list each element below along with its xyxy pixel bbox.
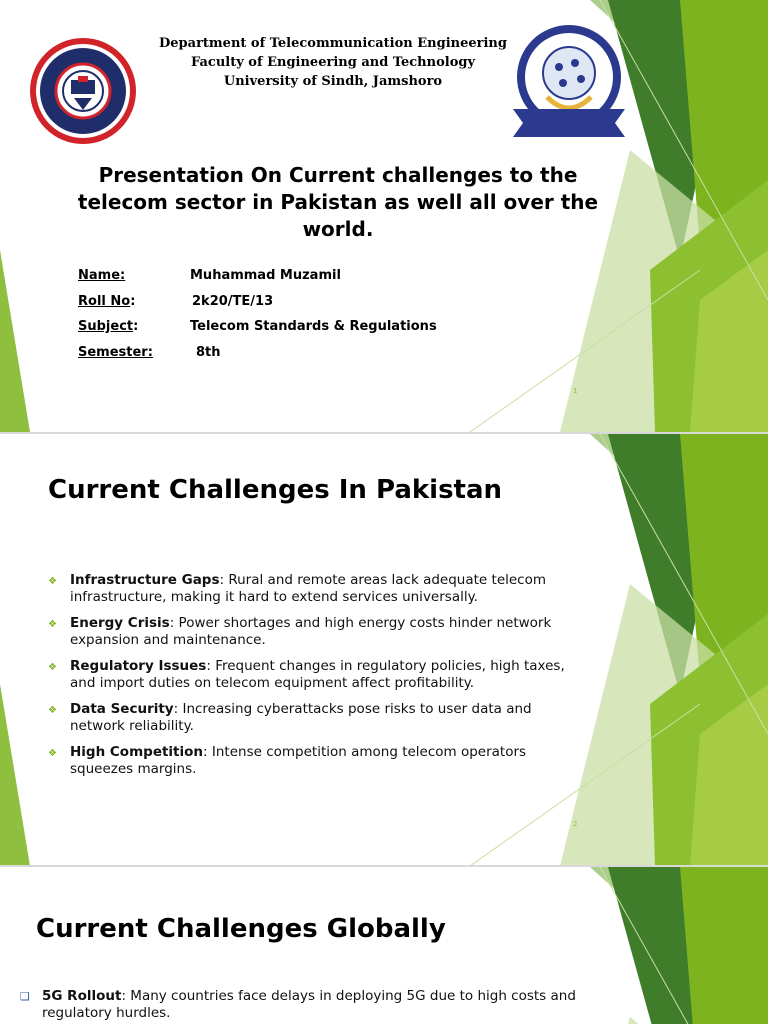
global-challenges-list	[20, 988, 620, 1022]
bullet-text: : Intense competition among telecom operators squeezes margins.	[70, 744, 527, 777]
bullet-term: Data Security	[70, 701, 174, 717]
list-item	[48, 701, 578, 735]
department-logo	[503, 23, 635, 141]
faculty-line: Faculty of Engineering and Technology	[190, 55, 476, 70]
global-challenges-title: Current Challenges Globally	[36, 914, 446, 944]
list-item	[48, 615, 578, 649]
bullet-text: : Rural and remote areas lack adequate telecom infrastructure, making it hard to extend services universally.	[70, 572, 547, 605]
university-line: University of Sindh, Jamshoro	[223, 74, 443, 89]
faculty-seal-icon	[28, 36, 138, 146]
slide-1	[0, 0, 768, 432]
bullet-term: Regulatory Issues	[70, 658, 207, 674]
list-item	[20, 988, 620, 1022]
subject-label: Subject	[78, 319, 134, 334]
bullet-diamond-icon: ❖	[48, 619, 57, 630]
name-label: Name:	[78, 268, 126, 283]
subject-value: Telecom Standards & Regulations	[190, 319, 437, 334]
bullet-term: Infrastructure Gaps	[70, 572, 220, 588]
list-item	[48, 658, 578, 692]
info-row-subject	[78, 319, 437, 334]
faculty-logo	[28, 36, 138, 146]
bullet-term: 5G Rollout	[42, 988, 122, 1004]
slide-number: 2	[573, 820, 578, 828]
info-row-name	[78, 268, 341, 283]
roll-label: Roll No	[78, 294, 131, 309]
semester-value: 8th	[196, 345, 221, 360]
telecom-dept-seal-icon	[503, 23, 635, 141]
info-row-roll	[78, 294, 274, 309]
roll-label-colon: :	[130, 294, 136, 309]
bullet-text: : Frequent changes in regulatory policies, high taxes, and import duties on telecom equipment affect profitability.	[70, 658, 565, 691]
list-item	[48, 572, 578, 606]
department-line: Department of Telecommunication Engineering	[159, 36, 507, 51]
bullet-term: Energy Crisis	[70, 615, 170, 631]
presentation-title: Presentation On Current challenges to the telecom sector in Pakistan as well all over the world.	[77, 163, 599, 241]
department-header	[150, 34, 516, 91]
bullet-text: : Many countries face delays in deploying 5G due to high costs and regulatory hurdles.	[42, 988, 576, 1021]
bullet-diamond-icon: ❖	[48, 576, 57, 587]
bullet-text: : Power shortages and high energy costs hinder network expansion and maintenance.	[70, 615, 552, 648]
name-value: Muhammad Muzamil	[190, 268, 341, 283]
bullet-diamond-icon: ❖	[48, 748, 57, 759]
semester-label: Semester:	[78, 345, 153, 360]
subject-label-colon: :	[133, 319, 139, 334]
bullet-diamond-icon: ❖	[48, 705, 57, 716]
list-item	[48, 744, 578, 778]
info-row-semester	[78, 345, 221, 360]
pakistan-challenges-title: Current Challenges In Pakistan	[48, 475, 503, 505]
bullet-text: : Increasing cyberattacks pose risks to user data and network reliability.	[70, 701, 532, 734]
bullet-term: High Competition	[70, 744, 204, 760]
pakistan-challenges-list	[48, 572, 578, 787]
roll-value: 2k20/TE/13	[192, 294, 274, 309]
bullet-diamond-icon: ❖	[48, 662, 57, 673]
bullet-square-icon: ❑	[20, 990, 30, 1003]
slide-number: 1	[573, 387, 578, 395]
